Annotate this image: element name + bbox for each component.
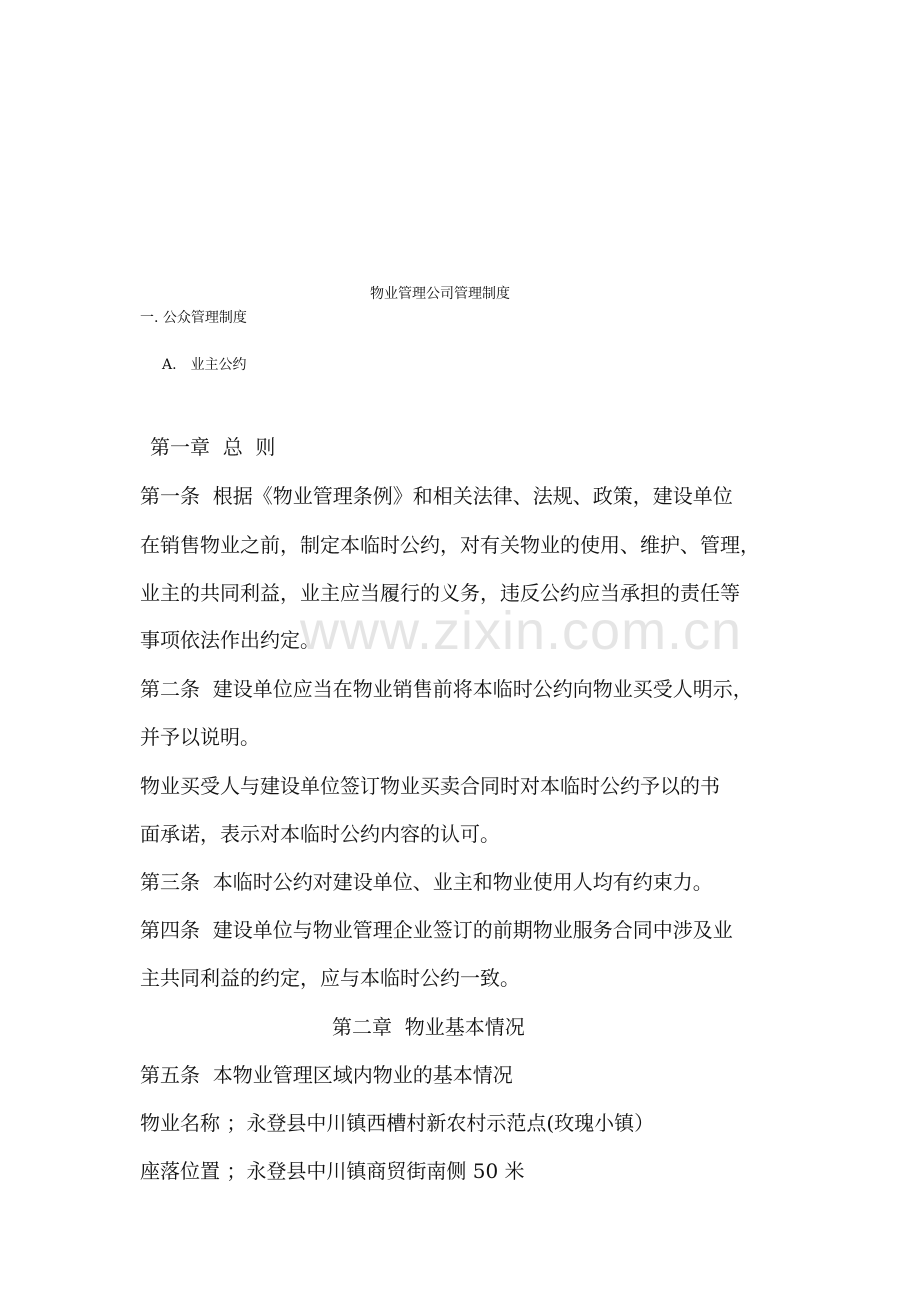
watermark: www.zixin.com.cn <box>300 601 743 661</box>
body-line: 业主的共同利益，业主应当履行的义务，违反公约应当承担的责任等 <box>140 581 740 605</box>
document-title: 物业管理公司管理制度 <box>370 286 510 302</box>
section-heading: 一. 公众管理制度 <box>140 310 247 326</box>
body-line: 在销售物业之前，制定本临时公约，对有关物业的使用、维护、管理， <box>140 533 760 557</box>
body-line: 事项依法作出约定。 <box>140 628 320 652</box>
chapter-heading: 第一章 总 则 <box>150 435 276 459</box>
body-line: 第五条 本物业管理区域内物业的基本情况 <box>140 1063 513 1087</box>
body-line: 面承诺，表示对本临时公约内容的认可。 <box>140 822 500 846</box>
body-line: 物业买受人与建设单位签订物业买卖合同时对本临时公约予以的书 <box>140 774 720 798</box>
sub-heading-text: 业主公约 <box>190 357 247 373</box>
chapter-heading: 第二章 物业基本情况 <box>332 1015 525 1039</box>
sub-heading-marker: A. <box>162 357 177 373</box>
body-line: 第一条 根据《物业管理条例》和相关法律、法规、政策，建设单位 <box>140 484 733 508</box>
body-line: 主共同利益的约定，应与本临时公约一致。 <box>140 966 520 990</box>
sub-heading <box>162 356 247 374</box>
body-line: 第二条 建设单位应当在物业销售前将本临时公约向物业买受人明示， <box>140 677 753 701</box>
body-line: 第四条 建设单位与物业管理企业签订的前期物业服务合同中涉及业 <box>140 918 733 942</box>
body-line: 座落位置 ；永登县中川镇商贸街南侧 50 米 <box>140 1159 525 1183</box>
body-line: 物业名称 ；永登县中川镇西槽村新农村示范点(玫瑰小镇） <box>140 1111 655 1135</box>
body-line: 第三条 本临时公约对建设单位、业主和物业使用人均有约束力。 <box>140 870 713 894</box>
body-line: 并予以说明。 <box>140 725 260 749</box>
